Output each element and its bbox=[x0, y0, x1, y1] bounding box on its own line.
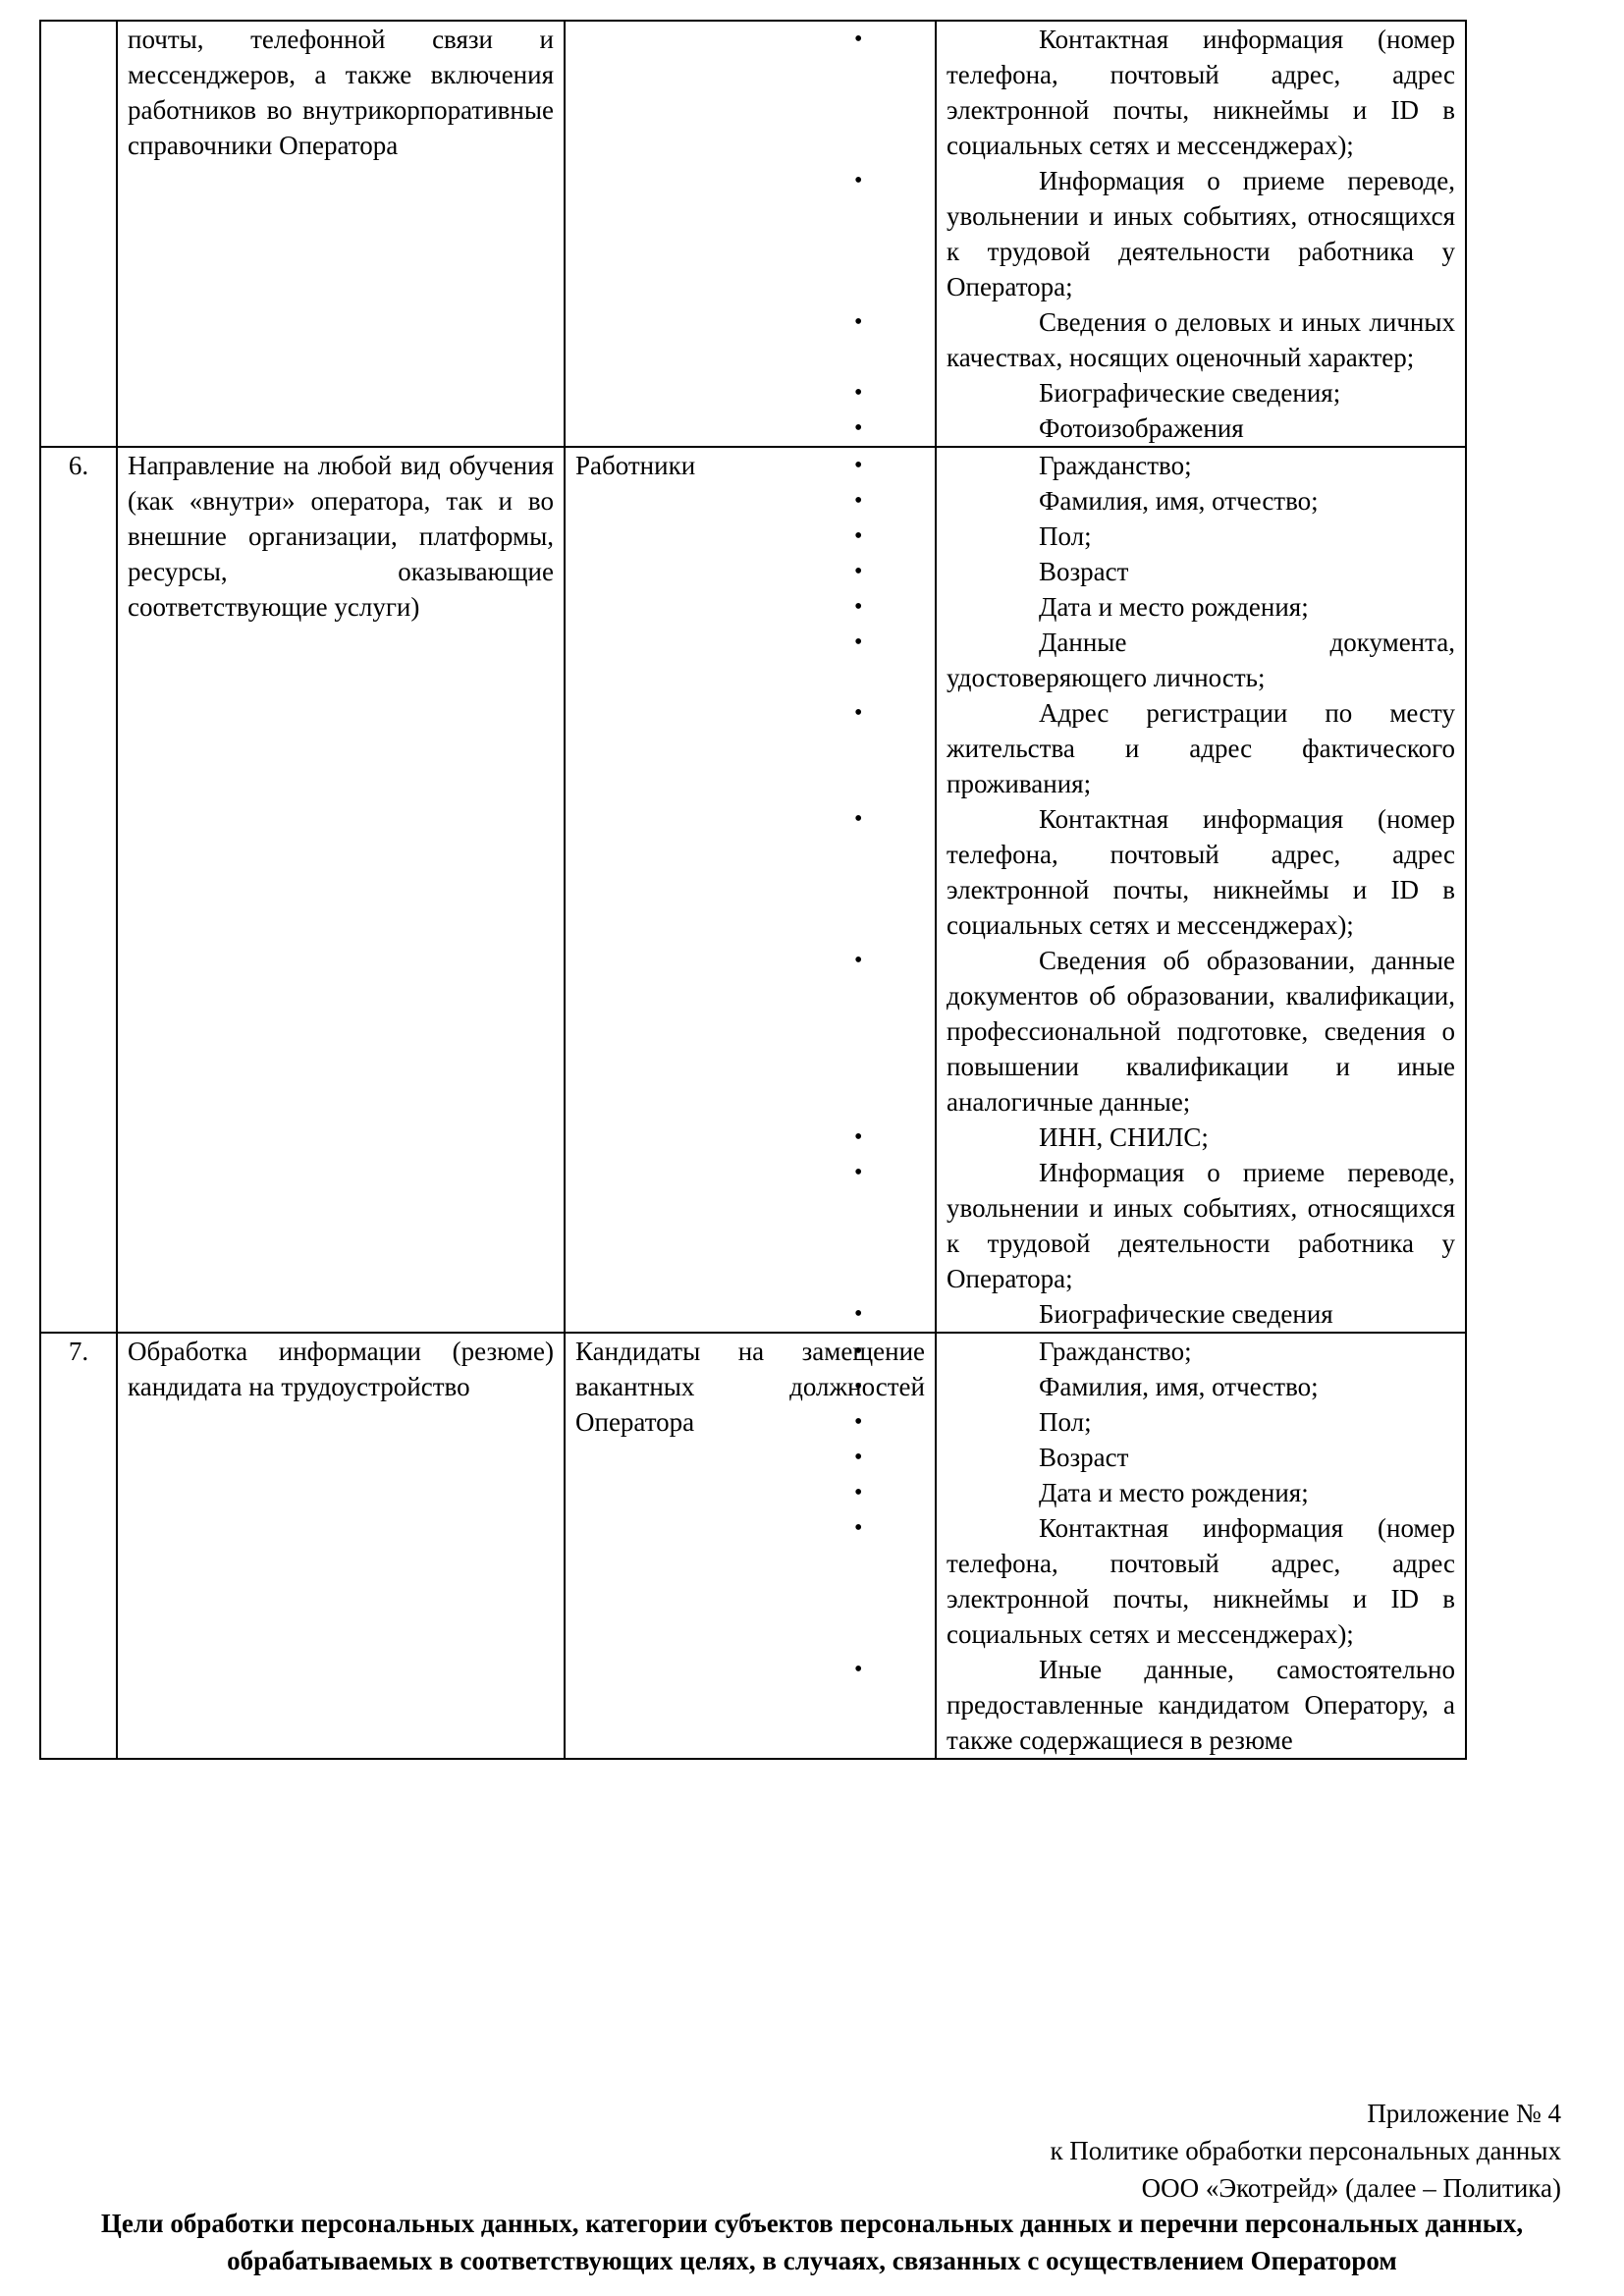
list-item: • Иные данные, самостоятельно предоставленные кандидатом Оператору, а также содержащиеся в резюме bbox=[947, 1652, 1455, 1758]
list-item: • Фамилия, имя, отчество; bbox=[947, 1369, 1455, 1404]
subject-category: Кандидаты на замещение вакантных должностей Оператора bbox=[565, 1333, 936, 1759]
appendix-number: Приложение № 4 bbox=[1367, 2099, 1561, 2128]
processing-purpose: Обработка информации (резюме) кандидата на трудоустройство bbox=[117, 1333, 565, 1759]
data-processing-table bbox=[39, 20, 1467, 1760]
list-item: • Информация о приеме переводе, увольнении и иных событиях, относящихся к трудовой деятельности работника у Оператора; bbox=[947, 1155, 1455, 1296]
list-item: • Пол; bbox=[947, 519, 1455, 554]
list-item: • Гражданство; bbox=[947, 1334, 1455, 1369]
list-item: • Фотоизображения bbox=[947, 410, 1455, 446]
data-items-list bbox=[947, 448, 1455, 1332]
list-item: • Контактная информация (номер телефона, почтовый адрес, адрес электронной почты, никнеймы и ID в социальных сетях и мессенджерах); bbox=[947, 22, 1455, 163]
list-item: • Информация о приеме переводе, увольнении и иных событиях, относящихся к трудовой деятельности работника у Оператора; bbox=[947, 163, 1455, 304]
list-item: • Возраст bbox=[947, 1440, 1455, 1475]
list-item: • Сведения о деловых и иных личных качествах, носящих оценочный характер; bbox=[947, 304, 1455, 375]
list-item: • Фамилия, имя, отчество; bbox=[947, 483, 1455, 519]
list-item: • Сведения об образовании, данные документов об образовании, квалификации, профессиональной подготовке, сведения о повышении квалификации и иные аналогичные данные; bbox=[947, 943, 1455, 1120]
list-item: • Пол; bbox=[947, 1404, 1455, 1440]
data-items-list bbox=[947, 1334, 1455, 1758]
subject-category bbox=[565, 21, 936, 447]
row-number bbox=[40, 21, 117, 447]
row-number: 7. bbox=[40, 1333, 117, 1759]
list-item: • Адрес регистрации по месту жительства и адрес фактического проживания; bbox=[947, 695, 1455, 801]
section-heading: Цели обработки персональных данных, категории субъектов персональных данных и перечни персональных данных, обрабатываемых в соответствующих целях, в случаях, связанных с осуществлением Оператором bbox=[100, 2209, 1524, 2275]
list-item: • Биографические сведения; bbox=[947, 375, 1455, 410]
processing-purpose: Направление на любой вид обучения (как «внутри» оператора, так и во внешние организации, платформы, ресурсы, оказывающие соответствующие услуги) bbox=[117, 447, 565, 1333]
appendix-note bbox=[1050, 2095, 1561, 2207]
processing-purpose: почты, телефонной связи и мессенджеров, а также включения работников во внутрикорпоративные справочники Оператора bbox=[117, 21, 565, 447]
list-item: • Контактная информация (номер телефона, почтовый адрес, адрес электронной почты, никнеймы и ID в социальных сетях и мессенджерах); bbox=[947, 801, 1455, 943]
row-number: 6. bbox=[40, 447, 117, 1333]
personal-data-list bbox=[936, 1333, 1466, 1759]
personal-data-list bbox=[936, 447, 1466, 1333]
list-item: • Дата и место рождения; bbox=[947, 589, 1455, 625]
table-row bbox=[40, 21, 1466, 447]
list-item: • Контактная информация (номер телефона, почтовый адрес, адрес электронной почты, никнеймы и ID в социальных сетях и мессенджерах); bbox=[947, 1510, 1455, 1652]
appendix-company: ООО «Экотрейд» (далее – Политика) bbox=[1141, 2173, 1561, 2203]
list-item: • Гражданство; bbox=[947, 448, 1455, 483]
list-item: • Дата и место рождения; bbox=[947, 1475, 1455, 1510]
table-row bbox=[40, 447, 1466, 1333]
subject-category: Работники bbox=[565, 447, 936, 1333]
list-item: • Возраст bbox=[947, 554, 1455, 589]
appendix-policy-ref: к Политике обработки персональных данных bbox=[1050, 2136, 1561, 2165]
list-item: • Биографические сведения bbox=[947, 1296, 1455, 1332]
data-items-list bbox=[947, 22, 1455, 446]
list-item: • ИНН, СНИЛС; bbox=[947, 1120, 1455, 1155]
personal-data-list bbox=[936, 21, 1466, 447]
list-item: • Данные документа, удостоверяющего личность; bbox=[947, 625, 1455, 695]
table-row bbox=[40, 1333, 1466, 1759]
